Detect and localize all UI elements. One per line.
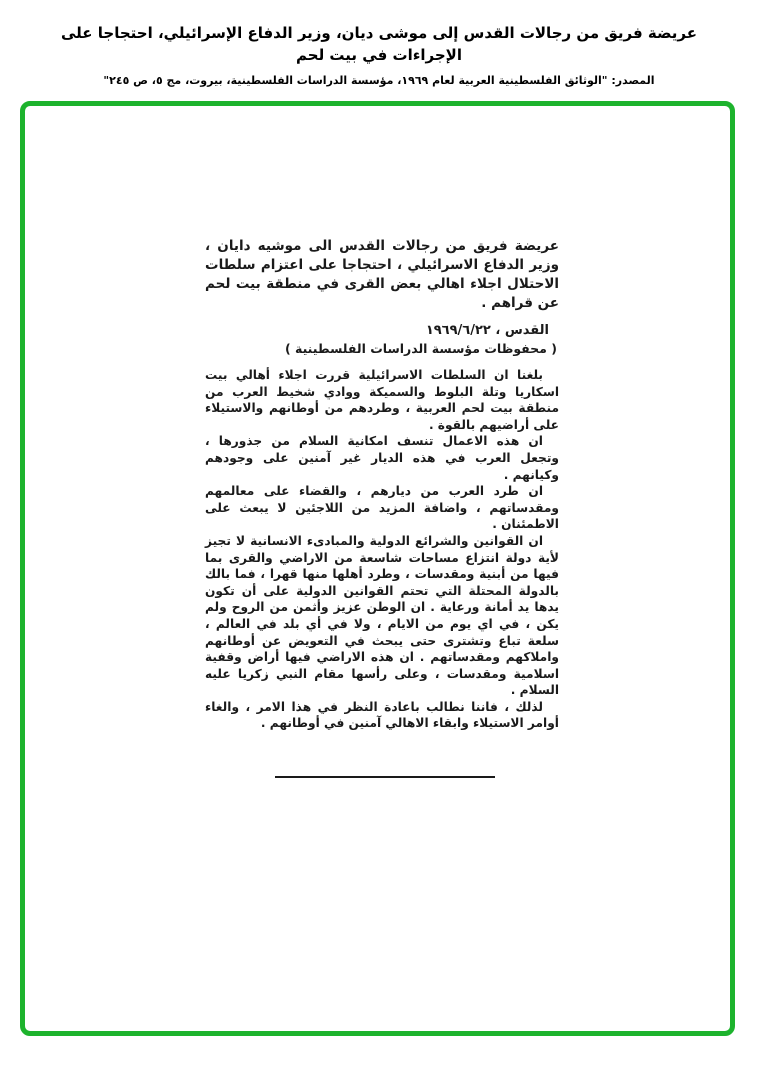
- document-archive-note: ( محفوظات مؤسسة الدراسات الفلسطينية ): [284, 341, 557, 356]
- document-paragraph: ان هذه الاعمال تنسف امكانية السلام من جذورها ، وتجعل العرب في هذه الديار غير آمنين على وجودهم وكيانهم .: [205, 434, 559, 482]
- document-paragraph: لذلك ، فاننا نطالب باعادة النظر في هذا الامر ، والغاء أوامر الاستيلاء وابقاء الاهالي آمنين في أوطانهم .: [205, 699, 559, 731]
- scanned-document: [205, 237, 559, 732]
- page-header: [0, 22, 758, 88]
- signature-line: [275, 776, 495, 778]
- document-title: عريضة فريق من رجالات القدس الى موشيه دايان ، وزير الدفاع الاسرائيلي ، احتجاجا على اعتزام سلطات الاحتلال اجلاء اهالي بعض القرى في منطقة بيت لحم عن قراهم .: [205, 238, 559, 311]
- document-paragraph: ان طرد العرب من ديارهم ، والقضاء على معالمهم ومقدساتهم ، واضافة المزيد من اللاجئين لا يبعث على الاطمئنان .: [205, 484, 559, 532]
- document-paragraph: بلغنا ان السلطات الاسرائيلية قررت اجلاء أهالي بيت اسكاريا وتلة البلوط والسميكة ووادي شخيط العرب من منطقة بيت لحم العربية ، وطردهم من أوطانهم والاستيلاء على أراضيهم بالقوة .: [205, 368, 559, 432]
- document-paragraph: ان القوانين والشرائع الدولية والمبادىء الانسانية لا تجيز لأية دولة انتزاع مساحات شاسعة من الاراضي والقرى بما فيها من أبنية ومقدسات ، وطرد أهلها منها قهرا ، فما بالك بالدولة المحتلة التي تحتم القوانين الدولية على أن تكون يدها يد أمانة ورعاية . ان الوطن عزيز وأثمن من الروح ولم يكن ، في اي يوم من الايام ، ولا في أي بلد في العالم ، سلعة تباع وتشترى حتى يبحث في التعويض عن أوطانهم واملاكهم ومقدساتهم . ان هذه الاراضي فيها أراض وقفية اسلامية ومقدسات ، وعلى رأسها مقام النبي زكريا عليه السلام .: [205, 533, 559, 698]
- source-citation: المصدر: "الوثائق الفلسطينية العربية لعام ١٩٦٩، مؤسسة الدراسات الفلسطينية، بيروت، مج ٥، ص ٢٤٥": [103, 74, 655, 87]
- document-frame: [20, 101, 735, 1036]
- page-title: عريضة فريق من رجالات القدس إلى موشى ديان، وزير الدفاع الإسرائيلي، احتجاجا على الإجراءات في بيت لحم: [61, 24, 697, 64]
- document-dateline: القدس ، ١٩٦٩/٦/٢٢: [425, 323, 549, 338]
